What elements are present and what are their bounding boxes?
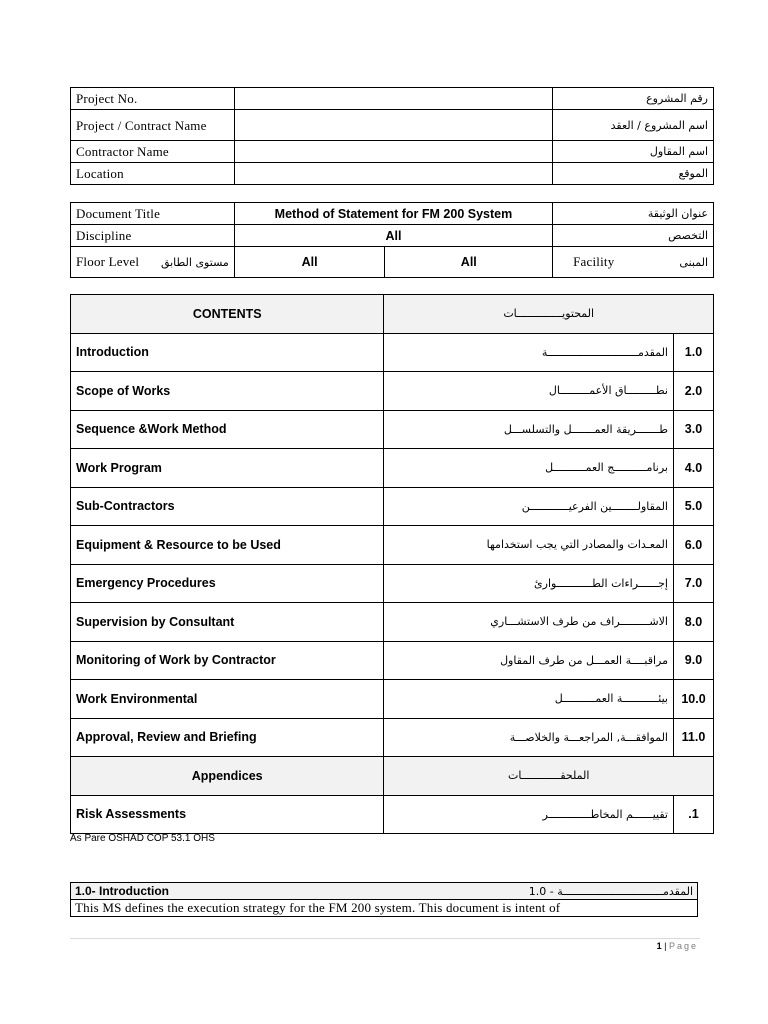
discipline-label: Discipline xyxy=(71,225,235,247)
contents-item-en: Emergency Procedures xyxy=(71,564,384,603)
contents-item-number: 8.0 xyxy=(673,603,713,642)
project-no-label: Project No. xyxy=(71,88,235,110)
document-info-table xyxy=(70,202,714,278)
document-title-value: Method of Statement for FM 200 System xyxy=(234,203,552,225)
contents-item-number: 11.0 xyxy=(673,718,713,757)
contents-header-ar: المحتويــــــــــــــات xyxy=(384,295,714,334)
contents-item-ar: الموافقـــة, المراجعـــة والخلاصـــة xyxy=(384,718,674,757)
contents-item-number: 10.0 xyxy=(673,680,713,719)
contractor-name-row xyxy=(71,141,714,163)
floor-level-label-ar: مستوى الطابق xyxy=(146,247,234,278)
contents-item-number: 9.0 xyxy=(673,641,713,680)
project-no-row xyxy=(71,88,714,110)
contents-item-en: Monitoring of Work by Contractor xyxy=(71,641,384,680)
floor-level-label: Floor Level xyxy=(71,247,147,278)
contents-item-number: 2.0 xyxy=(673,372,713,411)
introduction-heading-row xyxy=(71,883,698,900)
contents-item-ar: برنامــــــــــج العمــــــــــل xyxy=(384,449,674,488)
appendices-header-ar: الملحقــــــــــــات xyxy=(384,757,714,796)
contents-item-ar: الاشـــــــــراف من طرف الاستشـــاري xyxy=(384,603,674,642)
contents-item-en: Equipment & Resource to be Used xyxy=(71,526,384,565)
contents-item-ar: المقدمــــــــــــــــــــــــــــة xyxy=(384,333,674,372)
contents-item-ar: إجــــــراءات الطـــــــــــوارئ xyxy=(384,564,674,603)
appendices-header: Appendices xyxy=(71,757,384,796)
footer-divider xyxy=(70,938,700,939)
project-info-table xyxy=(70,87,714,185)
location-label: Location xyxy=(71,163,235,185)
contents-item-en: Sequence &Work Method xyxy=(71,410,384,449)
facility-label-ar: المبنى xyxy=(637,247,714,278)
contents-row[interactable] xyxy=(71,410,714,449)
document-title-label-ar: عنوان الوثيقة xyxy=(553,203,714,225)
contents-item-en: Introduction xyxy=(71,333,384,372)
introduction-heading: 1.0- Introduction xyxy=(71,883,384,900)
project-name-value[interactable] xyxy=(234,110,552,141)
contents-item-en: Approval, Review and Briefing xyxy=(71,718,384,757)
contents-item-en: Supervision by Consultant xyxy=(71,603,384,642)
discipline-value: All xyxy=(234,225,552,247)
contractor-name-label: Contractor Name xyxy=(71,141,235,163)
contents-row[interactable] xyxy=(71,718,714,757)
facility-label: Facility xyxy=(553,247,637,278)
contents-row[interactable] xyxy=(71,333,714,372)
facility-value: All xyxy=(385,247,553,278)
page-footer xyxy=(640,941,698,951)
contents-item-ar: بيئـــــــــــة العمــــــــــل xyxy=(384,680,674,719)
appendices-header-row xyxy=(71,757,714,796)
introduction-section xyxy=(70,882,698,917)
oshad-note: As Pare OSHAD COP 53.1 OHS xyxy=(70,833,215,844)
document-title-row xyxy=(71,203,714,225)
contents-table xyxy=(70,294,714,834)
page-number: 1 xyxy=(656,941,662,951)
contents-item-en: Work Program xyxy=(71,449,384,488)
risk-assessments-row[interactable] xyxy=(71,795,714,834)
contents-item-ar: مراقبــــة العمـــل من طرف المقاول xyxy=(384,641,674,680)
project-name-row xyxy=(71,110,714,141)
location-value[interactable] xyxy=(234,163,552,185)
contents-row[interactable] xyxy=(71,564,714,603)
discipline-label-ar: التخصص xyxy=(553,225,714,247)
contents-item-ar: المقاولــــــــين الفرعيــــــــــــن xyxy=(384,487,674,526)
risk-assessments-ar: تقييــــــم المخاطـــــــــــــر xyxy=(384,795,674,834)
contents-row[interactable] xyxy=(71,680,714,719)
risk-assessments-en: Risk Assessments xyxy=(71,795,384,834)
discipline-row xyxy=(71,225,714,247)
project-no-value[interactable] xyxy=(234,88,552,110)
page-label: Page xyxy=(668,941,698,951)
contents-item-number: 4.0 xyxy=(673,449,713,488)
document-title-label: Document Title xyxy=(71,203,235,225)
contents-item-number: 3.0 xyxy=(673,410,713,449)
contents-item-en: Sub-Contractors xyxy=(71,487,384,526)
contents-item-en: Work Environmental xyxy=(71,680,384,719)
contents-row[interactable] xyxy=(71,372,714,411)
contents-row[interactable] xyxy=(71,603,714,642)
contents-item-en: Scope of Works xyxy=(71,372,384,411)
introduction-text: This MS defines the execution strategy for the FM 200 system. This document is intent of xyxy=(71,900,698,917)
introduction-text-row xyxy=(71,900,698,917)
project-name-label-ar: اسم المشروع / العقد xyxy=(553,110,714,141)
contents-item-ar: نطـــــــــاق الأعمـــــــــال xyxy=(384,372,674,411)
contractor-name-value[interactable] xyxy=(234,141,552,163)
contents-row[interactable] xyxy=(71,449,714,488)
contents-item-number: 7.0 xyxy=(673,564,713,603)
contents-item-ar: المعـدات والمصادر التي يجب استخدامها xyxy=(384,526,674,565)
project-name-label: Project / Contract Name xyxy=(71,110,235,141)
project-no-label-ar: رقم المشروع xyxy=(553,88,714,110)
page-separator: | xyxy=(664,941,667,951)
contents-header: CONTENTS xyxy=(71,295,384,334)
contents-item-ar: طـــــــريقة العمـــــــل والتسلســـل xyxy=(384,410,674,449)
contents-item-number: 5.0 xyxy=(673,487,713,526)
floor-level-value: All xyxy=(234,247,385,278)
contents-item-number: 1.0 xyxy=(673,333,713,372)
floor-facility-row xyxy=(71,247,714,278)
contractor-name-label-ar: اسم المقاول xyxy=(553,141,714,163)
contents-row[interactable] xyxy=(71,487,714,526)
contents-row[interactable] xyxy=(71,526,714,565)
location-row xyxy=(71,163,714,185)
location-label-ar: الموقع xyxy=(553,163,714,185)
contents-item-number: 6.0 xyxy=(673,526,713,565)
contents-row[interactable] xyxy=(71,641,714,680)
introduction-heading-ar: المقدمـــــــــــــــــــــــــــــــة - 1.0 xyxy=(384,883,698,900)
risk-assessments-number: .1 xyxy=(673,795,713,834)
contents-header-row xyxy=(71,295,714,334)
